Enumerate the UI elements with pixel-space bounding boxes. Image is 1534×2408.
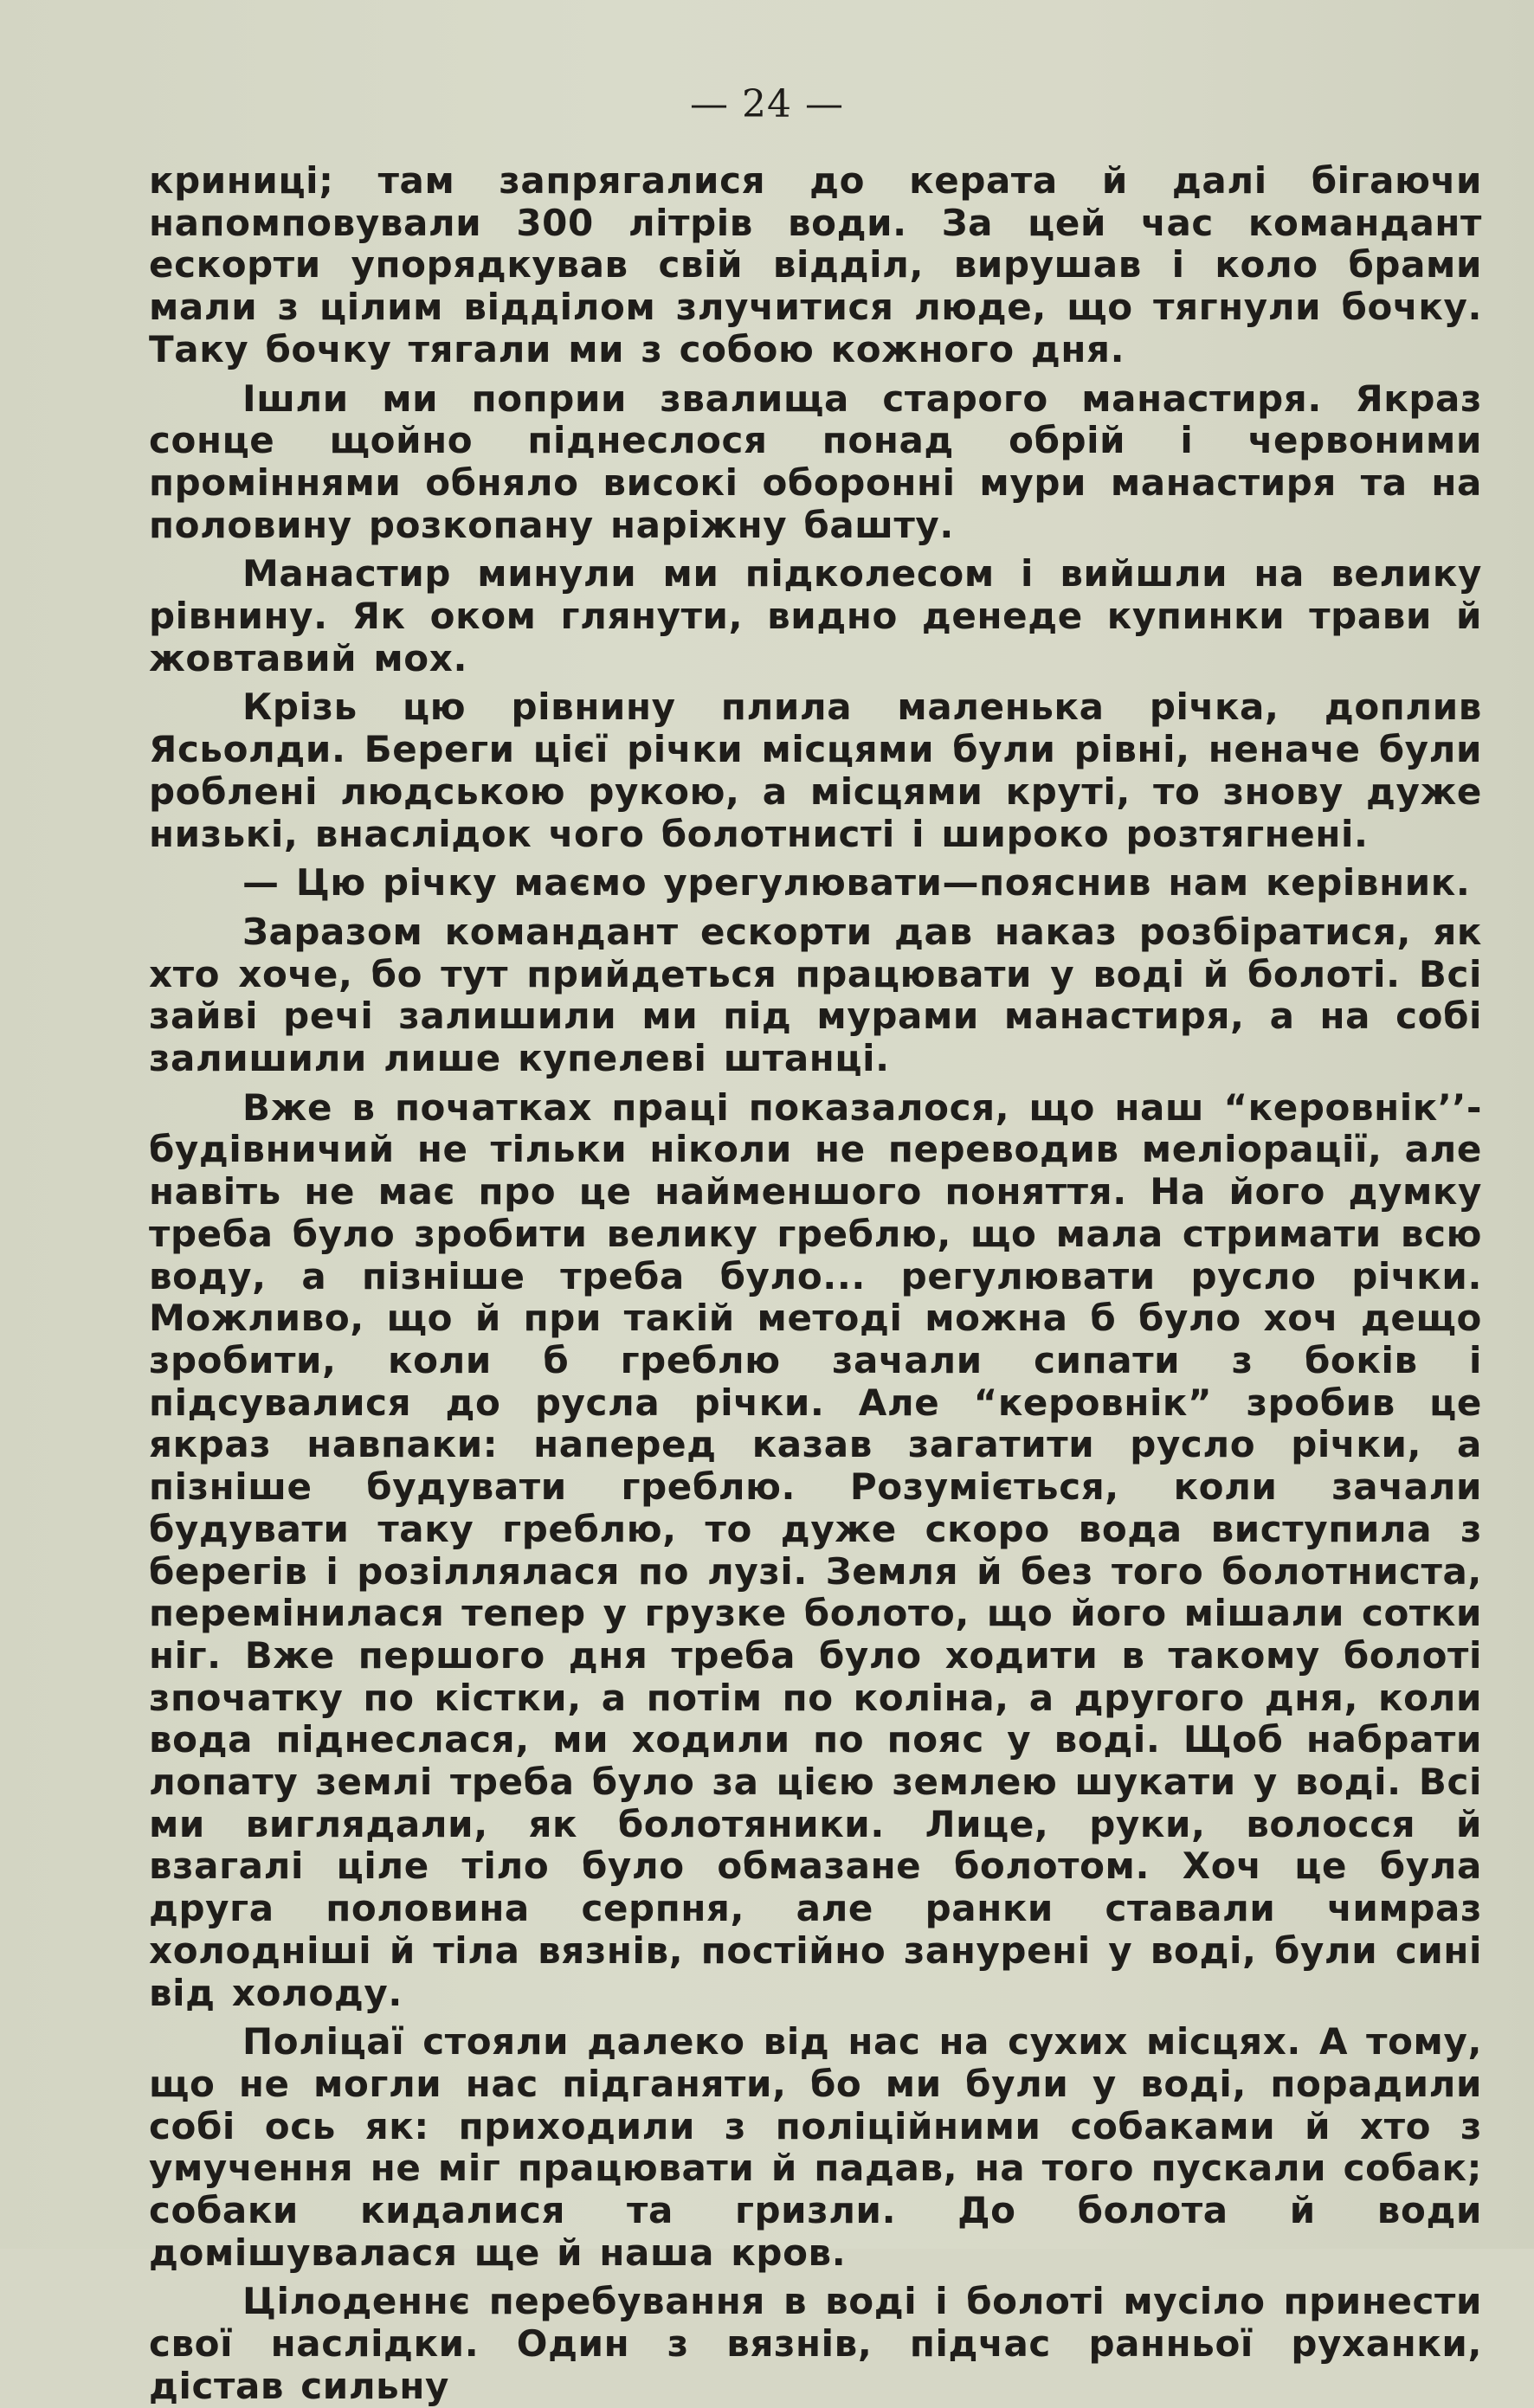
paragraph-1: криниці; там запрягалися до керата й далі бігаючи напомповували 300 літрів води. За цей час командант ескорти упорядкував свій відділ, вирушав і коло брами мали з цілим відділом злучитися люде, що тягнули бочку. Таку бочку тягали ми з собою кожного дня. — [149, 159, 1482, 370]
paragraph-5: — Цю річку маємо урегулювати—пояснив нам керівник. — [242, 861, 1471, 905]
page-number: — 24 — — [690, 82, 844, 126]
paragraph-9: Цілоденнє перебування в воді і болоті мусіло принести свої наслідки. Один з вязнів, підчас ранньої руханки, дістав сильну — [149, 2280, 1482, 2407]
body-text — [149, 160, 1482, 2408]
paragraph-2: Ішли ми поприи звалища старого манастиря. Якраз сонце щойно піднеслося понад обрій і червоними проміннями обняло високі оборонні мури манастиря та на половину розкопану наріжну башту. — [149, 377, 1482, 546]
paragraph-4: Крізь цю рівнину плила маленька річка, доплив Ясьолди. Береги цієї річки місцями були рівні, неначе були роблені людською рукою, а місцями круті, то знову дуже низькі, внаслідок чого болотнисті і широко розтягнені. — [149, 686, 1482, 855]
paragraph-3: Манастир минули ми підколесом і вийшли на велику рівнину. Як оком глянути, видно денеде купинки трави й жовтавий мох. — [149, 552, 1482, 679]
paragraph-8: Поліцаї стояли далеко від нас на сухих місцях. А тому, що не могли нас підганяти, бо ми були у воді, порадили собі ось як: приходили з поліційними собаками й хто з умучення не міг працювати й падав, на того пускали собак; собаки кидалися та гризли. До болота й води домішувалася ще й наша кров. — [149, 2020, 1482, 2274]
paragraph-6: Заразом командант ескорти дав наказ розбіратися, як хто хоче, бо тут прийдеться працювати у воді й болоті. Всі зайві речі залишили ми під мурами манастиря, а на собі залишили лише купелеві штанці. — [149, 910, 1482, 1080]
paragraph-7: Вже в початках праці показалося, що наш “керовнік’’-будівничий не тільки ніколи не переводив меліорації, але навіть не має про це найменшого поняття. На його думку треба було зробити велику греблю, що мала стримати всю воду, а пізніше треба було... регулювати русло річки. Можливо, що й при такій методі можна б було хоч дещо зробити, коли б греблю зачали сипати з боків і підсувалися до русла річки. Але “керовнік” зробив це якраз навпаки: наперед казав загатити русло річки, а пізніше будувати греблю. Розуміється, коли зачали будувати таку греблю, то дуже скоро вода виступила з берегів і розіллялася по лузі. Земля й без того болотниста, перемінилася тепер у грузке болото, що його мішали сотки ніг. Вже першого дня треба було ходити в такому болоті зпочатку по кістки, а потім по коліна, а другого дня, коли вода піднеслася, ми ходили по пояс у воді. Щоб набрати лопату землі треба було за цією землею шукати у воді. Всі ми виглядали, як болотяники. Лице, руки, волосся й взагалі ціле тіло було обмазане болотом. Хоч це була друга половина серпня, але ранки ставали чимраз холодніші й тіла вязнів, постійно занурені у воді, були сині від холоду. — [149, 1085, 1482, 2014]
